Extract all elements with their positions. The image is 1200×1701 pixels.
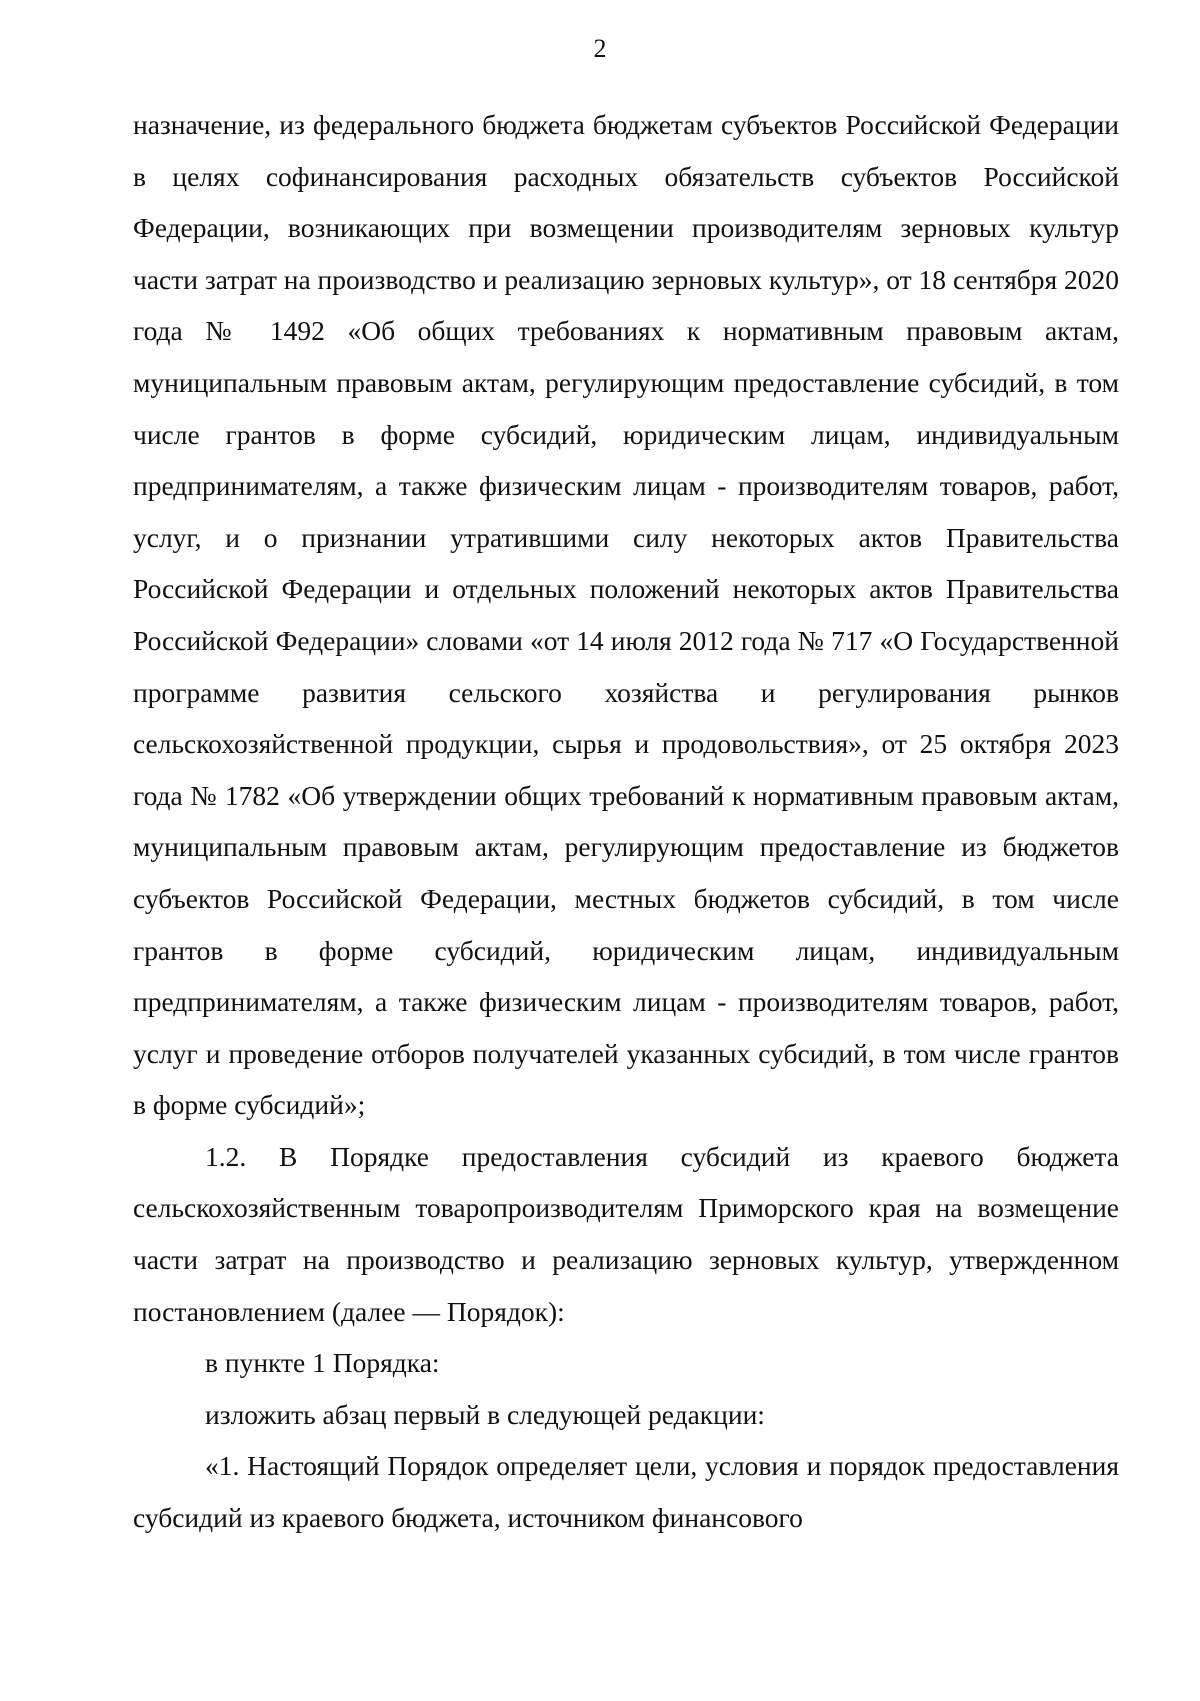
document-body: [133, 99, 1119, 1544]
paragraph-point-1: в пункте 1 Порядка:: [205, 1347, 440, 1379]
paragraph-amendment-words: назначение, из федерального бюджета бюджетам субъектов Российской Федерации в целях софинансирования расходных обязательств субъектов Российской Федерации, возникающих при возмещении производителям зерновых культур части затрат на производство и реализацию зерновых культур», от 18 сентября 2020 года № 1492 «Об общих требованиях к нормативным правовым актам, муниципальным правовым актам, регулирующим предоставление субсидий, в том числе грантов в форме субсидий, юридическим лицам, индивидуальным предпринимателям, а также физическим лицам - производителям товаров, работ, услуг, и о признании утратившими силу некоторых актов Правительства Российской Федерации и отдельных положений некоторых актов Правительства Российской Федерации» словами «от 14 июля 2012 года № 717 «О Государственной программе развития сельского хозяйства и регулирования рынков сельскохозяйственной продукции, сырья и продовольствия», от 25 октября 2023 года № 1782 «Об утверждении общих требований к нормативным правовым актам, муниципальным правовым актам, регулирующим предоставление из бюджетов субъектов Российской Федерации, местных бюджетов субсидий, в том числе грантов в форме субсидий, юридическим лицам, индивидуальным предпринимателям, а также физическим лицам - производителям товаров, работ, услуг и проведение отборов получателей указанных субсидий, в том числе грантов в форме субсидий»;: [133, 109, 1119, 1121]
paragraph-section-1-2: 1.2. В Порядке предоставления субсидий из краевого бюджета сельскохозяйственным товаропроизводителям Приморского края на возмещение части затрат на производство и реализацию зерновых культур, утвержденном постановлением (далее — Порядок):: [133, 1140, 1119, 1327]
paragraph-new-wording: «1. Настоящий Порядок определяет цели, условия и порядок предоставления субсидий из краевого бюджета, источником финансового: [133, 1450, 1119, 1534]
paragraph-first-abzac: изложить абзац первый в следующей редакции:: [205, 1398, 765, 1430]
page-number: 2: [593, 34, 607, 63]
